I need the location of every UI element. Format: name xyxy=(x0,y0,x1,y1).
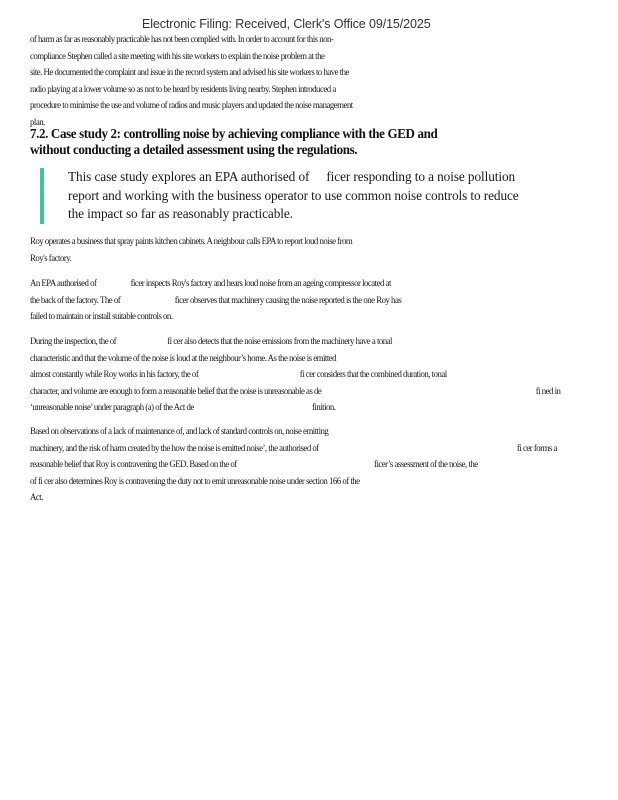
text-segment: characteristic and that the volume of the noise is loud at the neighbour’s home. As the noise is emitted xyxy=(30,353,337,364)
text-segment: the back of the factory. The of xyxy=(30,295,121,306)
paragraph-1 xyxy=(30,234,373,267)
text-line xyxy=(30,234,352,251)
heading-line: 7.2. Case study 2: controlling noise by achieving compliance with the GED and xyxy=(30,127,438,142)
text-line xyxy=(30,424,557,441)
text-segment: fi cer also detects that the noise emissions from the machinery have a tonal xyxy=(167,337,393,347)
text-line xyxy=(30,32,353,49)
text-segment: fi cer forms a xyxy=(516,443,557,454)
text-line xyxy=(30,65,353,82)
text-segment: Roy's factory. xyxy=(30,253,72,264)
intro-paragraph xyxy=(30,32,373,131)
callout-line xyxy=(68,205,584,224)
text-line xyxy=(30,98,353,115)
text-segment: procedure to minimise the use and volume of radios and music players and updated the noise management xyxy=(30,101,353,111)
filing-stamp: Electronic Filing: Received, Clerk's Office 09/15/2025 xyxy=(142,17,431,31)
paragraph-4 xyxy=(30,424,591,507)
text-segment: ficer observes that machinery causing the noise reported is the one Roy has xyxy=(174,295,402,306)
paragraph-3 xyxy=(30,334,594,417)
text-line xyxy=(30,276,401,293)
text-segment: machinery, and the risk of harm created by the how the noise is emitted noise’, the authorised of xyxy=(30,443,319,454)
heading-line: without conducting a detailed assessment using the regulations. xyxy=(30,143,358,158)
callout-line xyxy=(68,168,584,187)
text-segment: finition. xyxy=(312,403,336,413)
text-segment: This case study explores an EPA authorised of xyxy=(68,169,310,184)
text-segment: of fi cer also determines Roy is contravening the duty not to emit unreasonable noise under section 166 of the xyxy=(30,476,360,487)
text-segment: Roy operates a business that spray paints kitchen cabinets. A neighbour calls EPA to report loud noise from xyxy=(30,237,353,247)
text-line xyxy=(30,334,560,351)
text-segment: report and working with the business operator to use common noise controls to reduce xyxy=(68,187,519,203)
text-segment: Based on observations of a lack of maintenance of, and lack of standard controls on, noise emitting xyxy=(30,427,329,437)
text-line xyxy=(30,490,557,507)
text-segment: character, and volume are enough to form a reasonable belief that the noise is unreasonable as de xyxy=(30,386,322,397)
text-segment: reasonable belief that Roy is contravening the GED. Based on the of xyxy=(30,460,237,470)
text-segment: site. He documented the complaint and issue in the record system and advised his site workers to have the xyxy=(30,68,349,78)
text-segment: the impact so far as reasonably practicable. xyxy=(68,206,293,221)
text-line xyxy=(30,441,557,458)
text-line xyxy=(30,293,401,310)
text-line xyxy=(30,474,557,491)
callout-box xyxy=(40,168,584,224)
text-line xyxy=(30,251,352,268)
text-segment: compliance Stephen called a site meeting with his site workers to explain the noise problem at the xyxy=(30,51,325,62)
text-line xyxy=(30,400,560,417)
text-segment: fi cer considers that the combined duration, tonal xyxy=(299,370,447,380)
text-line xyxy=(30,309,401,326)
text-line xyxy=(30,82,353,99)
text-segment: Act. xyxy=(30,493,43,503)
text-line xyxy=(30,49,353,66)
text-line xyxy=(30,351,560,368)
text-segment: radio playing at a lower volume so as not to be heard by residents living nearby. Stephen introduced a xyxy=(30,84,336,95)
text-segment: ficer’s assessment of the noise, the xyxy=(374,460,478,470)
text-segment: fi ned in xyxy=(535,386,561,397)
text-segment: plan. xyxy=(30,117,45,128)
text-segment: During the inspection, the of xyxy=(30,337,117,347)
text-segment: An EPA authorised of xyxy=(30,279,97,289)
text-segment: failed to maintain or install suitable controls on. xyxy=(30,312,173,322)
text-line xyxy=(30,384,560,401)
text-segment: of harm as far as reasonably practicable has not been complied with. In order to account for this non- xyxy=(30,35,334,45)
callout-line xyxy=(68,187,584,206)
section-heading xyxy=(30,127,437,159)
text-segment: ficer responding to a noise pollution xyxy=(326,169,516,184)
text-line xyxy=(30,367,560,384)
paragraph-2 xyxy=(30,276,425,326)
text-line xyxy=(30,457,557,474)
text-segment: ficer inspects Roy's factory and hears loud noise from an ageing compressor located at xyxy=(130,279,391,289)
text-segment: ‘unreasonable noise’ under paragraph (a) of the Act de xyxy=(30,403,194,413)
text-segment: almost constantly while Roy works in his factory, the of xyxy=(30,370,199,380)
